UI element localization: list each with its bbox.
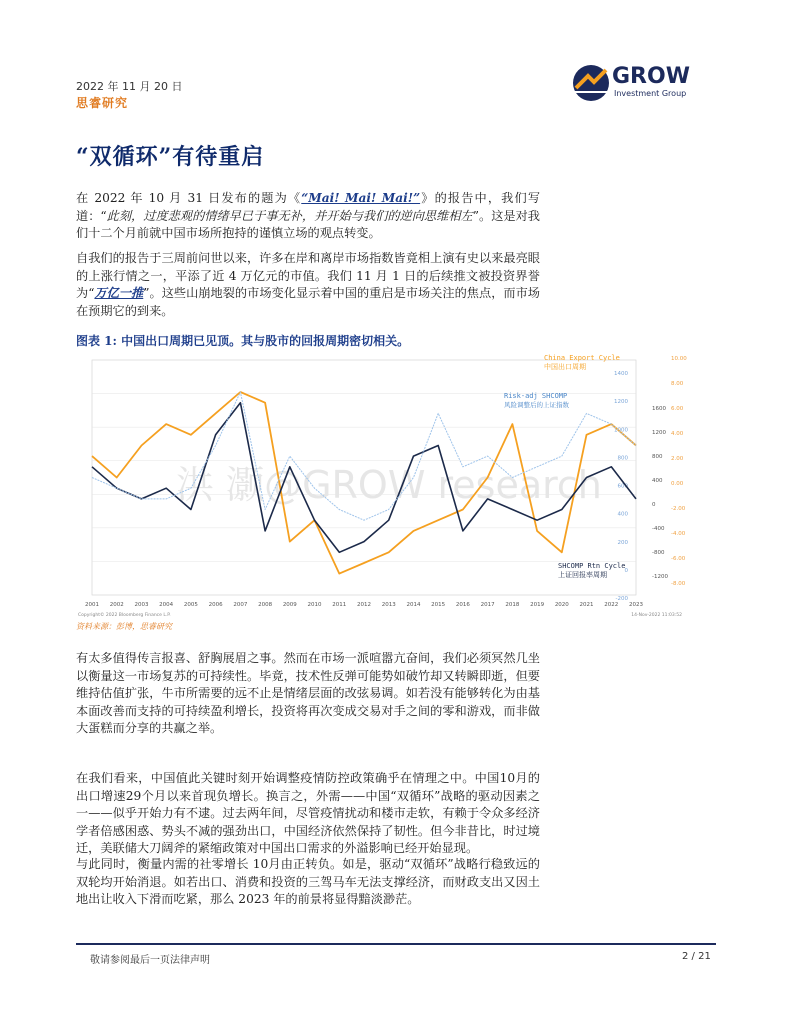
- right-axis-tick: 10.00: [671, 356, 687, 362]
- mid-axis-tick: 200: [617, 539, 628, 546]
- mid-axis-tick: 400: [617, 511, 628, 518]
- report-link[interactable]: “Mai! Mai! Mai!”: [301, 191, 421, 205]
- right-axis-tick: -4.00: [671, 531, 686, 537]
- p2-text-a: 自我们的报告于三周前问世以来，许多在岸和离岸市场指数皆竟相上演有史以来最亮眼的上涨行情之一，平添了近 4 万亿元的市值。我们 11 月 1 日的后续推文被投资界誉为“: [76, 251, 540, 300]
- figure-source: 资料来源：彭博，思睿研究: [76, 622, 172, 631]
- x-tick-label: 2023: [629, 602, 643, 608]
- right-axis-tick: 6.00: [671, 406, 684, 412]
- mid-axis-tick: 1200: [614, 399, 628, 406]
- report-date: 2022 年 11 月 20 日: [76, 80, 183, 93]
- right-axis-tick: 8.00: [671, 381, 684, 387]
- left-axis-tick: 400: [652, 478, 663, 484]
- x-tick-label: 2012: [357, 602, 371, 608]
- x-tick-label: 2001: [85, 602, 99, 608]
- right-axis-tick: 0.00: [671, 481, 684, 487]
- footer-rule: [76, 943, 716, 945]
- x-tick-label: 2016: [455, 602, 470, 608]
- x-tick-label: 2007: [233, 602, 248, 608]
- paragraph-4: 在我们看来，中国值此关键时刻开始调整疫情防控政策确乎在情理之中。中国10月的出口增速29个月以来首现负增长。换言之，外需——中国“双循环”战略的驱动因素之一——似乎开始力有不逮。过去两年间，尽管疫情扰动和楼市走软，有赖于令众多经济学者倍感困惑、势头不减的强劲出口，中国经济依然保持了韧性。但今非昔比，时过境迁，美联储大刀阔斧的紧缩政策对中国出口需求的外溢影响已经开始显现。: [76, 771, 540, 855]
- x-tick-label: 2010: [307, 602, 322, 608]
- x-tick-label: 2019: [530, 602, 545, 608]
- tweet-link[interactable]: 万亿一推: [94, 286, 144, 300]
- export-cycle-chart: [76, 350, 687, 620]
- p1-quote: 此刻，过度悲观的情绪早已于事无补，并开始与我们的逆向思维相左: [106, 208, 473, 223]
- left-axis-tick: 1200: [652, 430, 666, 436]
- x-tick-label: 2009: [282, 602, 297, 608]
- x-tick-label: 2021: [579, 602, 594, 608]
- legend-riskadj-cn: 风险调整后的上证指数: [504, 401, 569, 409]
- mid-axis-tick: 600: [617, 483, 628, 490]
- chart-watermark: 洪 灏@GROW research: [176, 463, 602, 507]
- left-axis-tick: 1600: [652, 406, 666, 412]
- x-tick-label: 2011: [332, 602, 347, 608]
- legend-shcomp-rtn-cn: 上证回报率周期: [558, 571, 607, 579]
- legend-shcomp-rtn: SHCOMP Rtn Cycle: [558, 562, 626, 570]
- x-tick-label: 2002: [109, 602, 124, 608]
- mid-axis-tick: 800: [617, 455, 628, 462]
- x-tick-label: 2004: [159, 602, 174, 608]
- x-tick-label: 2017: [480, 602, 495, 608]
- bloomberg-note: Copyright© 2022 Bloomberg Finance L.P.: [78, 613, 171, 618]
- paragraph-3: 有太多值得传言报喜、舒胸展眉之事。然而在市场一派喧嚣亢奋间，我们必须冥然几坐以衡量这一市场复苏的可持续性。毕竟，技术性反弹可能势如破竹却又转瞬即逝，但要维持估值扩张，牛市所需要的远不止是情绪层面的改弦易调。如若没有能够转化为由基本面改善而支持的可持续盈利增长，投资将再次变成交易对手之间的零和游戏，而非做大蛋糕而分享的共赢之举。: [76, 651, 540, 735]
- mid-axis-tick: 1000: [614, 427, 628, 434]
- x-tick-label: 2015: [431, 602, 446, 608]
- figure-title: 图表 1: 中国出口周期已见顶。其与股市的回报周期密切相关。: [76, 334, 410, 348]
- article-title: “双循环”有待重启: [76, 144, 265, 170]
- x-tick-label: 2006: [208, 602, 223, 608]
- right-axis-tick: -6.00: [671, 556, 686, 562]
- mid-axis-tick: -200: [615, 596, 628, 602]
- right-axis-tick: -8.00: [671, 581, 686, 587]
- chart-timestamp: 14-Nov-2022 11:03:52: [631, 613, 682, 618]
- mid-axis-tick: 0: [624, 567, 628, 574]
- x-tick-label: 2014: [406, 602, 421, 608]
- left-axis-tick: 800: [652, 454, 663, 460]
- legend-export-cycle: China Export Cycle: [544, 354, 620, 362]
- right-axis-tick: 2.00: [671, 456, 684, 462]
- p1-text-b: 》的报告中，我们写道：“: [76, 191, 541, 223]
- p2-text-b: ”。这些山崩地裂的市场变化显示着中国的重启是市场关注的焦点，而市场在预期它的到来。: [76, 286, 540, 318]
- p1-text-c: ”。这是对我们十二个月前就中国市场所抱持的谨慎立场的观点转变。: [76, 208, 540, 240]
- x-tick-label: 2018: [505, 602, 520, 608]
- x-tick-label: 2013: [381, 602, 396, 608]
- paragraph-5: 与此同时，衡量内需的社零增长 10月由正转负。如是，驱动“双循环”战略行稳致远的双轮均开始消退。如若出口、消费和投资的三驾马车无法支撑经济，而财政支出又因土地出让收入下滑而吃紧，那么 2023 年的前景将显得黯淡渺茫。: [76, 857, 540, 906]
- left-axis-tick: 0: [652, 502, 656, 508]
- paragraph-1: [76, 190, 540, 243]
- logo-subtext: Investment Group: [614, 89, 687, 98]
- mid-axis-tick: 1400: [614, 371, 628, 377]
- right-axis-tick: -2.00: [671, 506, 686, 512]
- x-tick-label: 2020: [554, 602, 569, 608]
- brand-label: 思睿研究: [76, 96, 129, 110]
- legend-export-cycle-cn: 中国出口周期: [544, 363, 586, 371]
- left-axis-tick: -400: [652, 526, 665, 532]
- footer-disclaimer: 敬请参阅最后一页法律声明: [90, 955, 210, 966]
- p1-text-a: 在 2022 年 10 月 31 日发布的题为《: [76, 191, 302, 205]
- page-number: 2 / 21: [682, 951, 711, 962]
- right-axis-tick: 4.00: [671, 431, 684, 437]
- paragraph-2: [76, 250, 540, 320]
- legend-riskadj: Risk-adj SHCOMP: [504, 392, 568, 400]
- x-tick-label: 2022: [604, 602, 619, 608]
- left-axis-tick: -1200: [652, 574, 668, 580]
- x-tick-label: 2008: [258, 602, 273, 608]
- logo-text: GROW: [612, 64, 690, 89]
- left-axis-tick: -800: [652, 550, 665, 556]
- x-tick-label: 2003: [134, 602, 149, 608]
- x-tick-label: 2005: [183, 602, 198, 608]
